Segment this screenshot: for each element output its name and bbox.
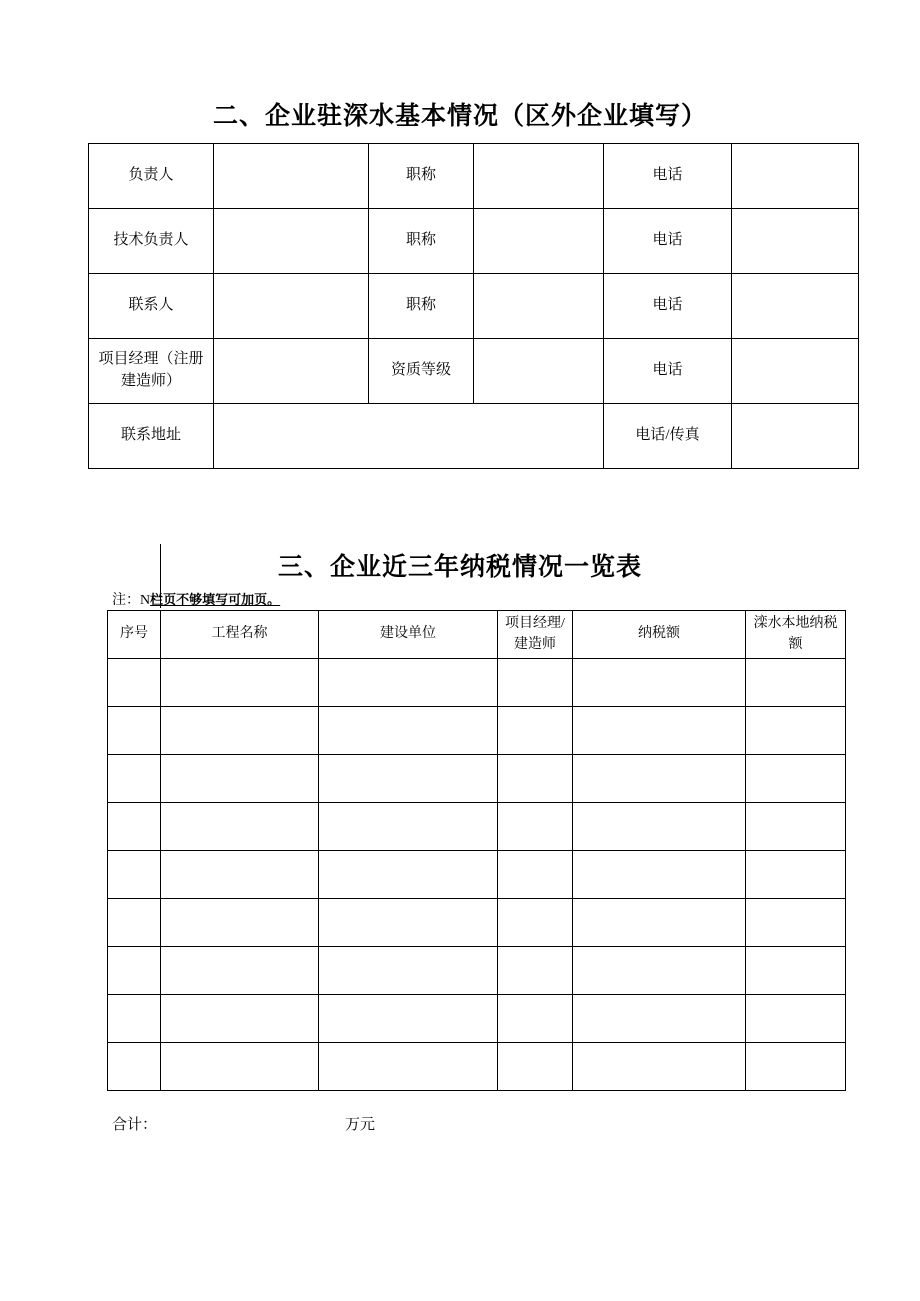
empty-cell (214, 339, 369, 404)
empty-cell (732, 339, 859, 404)
empty-cell (498, 755, 573, 803)
empty-cell (108, 995, 161, 1043)
tax-table-empty-row (108, 995, 846, 1043)
table-row (89, 209, 859, 274)
empty-cell (474, 144, 604, 209)
empty-cell (746, 995, 846, 1043)
empty-cell (746, 707, 846, 755)
empty-cell (732, 274, 859, 339)
empty-cell (732, 144, 859, 209)
empty-cell (474, 209, 604, 274)
empty-cell (319, 995, 498, 1043)
empty-cell (319, 851, 498, 899)
field-label: 职称 (369, 144, 474, 209)
empty-cell (746, 947, 846, 995)
column-header: 项目经理/建造师 (498, 611, 573, 659)
table-row (89, 339, 859, 404)
column-header: 序号 (108, 611, 161, 659)
field-label: 电话 (604, 274, 732, 339)
row-label: 技术负责人 (89, 209, 214, 274)
empty-cell (732, 209, 859, 274)
empty-cell (746, 899, 846, 947)
table-row (89, 404, 859, 469)
table-row (89, 274, 859, 339)
empty-cell (746, 659, 846, 707)
tax-table-header-row (108, 611, 846, 659)
empty-cell (108, 851, 161, 899)
empty-cell (573, 1043, 746, 1091)
empty-cell (474, 339, 604, 404)
empty-cell (573, 995, 746, 1043)
tax-table-empty-row (108, 947, 846, 995)
empty-cell (573, 707, 746, 755)
empty-cell (498, 851, 573, 899)
empty-cell (108, 947, 161, 995)
note-prefix: 注：N (112, 593, 151, 608)
section2-title: 二、企业驻深水基本情况（区外企业填写） (212, 103, 707, 130)
field-label: 职称 (369, 274, 474, 339)
section3-title: 三、企业近三年纳税情况一览表 (277, 554, 642, 581)
empty-cell (498, 707, 573, 755)
empty-cell (746, 755, 846, 803)
empty-cell (498, 995, 573, 1043)
empty-cell (108, 707, 161, 755)
field-label: 职称 (369, 209, 474, 274)
empty-cell (746, 851, 846, 899)
empty-cell (573, 947, 746, 995)
column-header: 纳税额 (573, 611, 746, 659)
empty-cell (498, 899, 573, 947)
empty-cell (319, 1043, 498, 1091)
empty-cell (319, 707, 498, 755)
column-header: 工程名称 (161, 611, 319, 659)
field-label: 电话 (604, 144, 732, 209)
empty-cell (108, 755, 161, 803)
empty-cell (214, 274, 369, 339)
empty-cell (319, 659, 498, 707)
empty-cell (319, 755, 498, 803)
empty-cell (161, 755, 319, 803)
note-line (112, 589, 280, 609)
tax-table-empty-row (108, 851, 846, 899)
empty-cell (161, 995, 319, 1043)
empty-cell (498, 659, 573, 707)
empty-cell (319, 803, 498, 851)
tax-table-empty-row (108, 707, 846, 755)
empty-cell (746, 803, 846, 851)
empty-cell (319, 947, 498, 995)
empty-cell (746, 1043, 846, 1091)
column-header: 滦水本地纳税额 (746, 611, 846, 659)
row-label: 负责人 (89, 144, 214, 209)
tax-table-empty-row (108, 1043, 846, 1091)
row-label: 项目经理（注册建造师） (89, 339, 214, 404)
empty-cell (161, 851, 319, 899)
empty-cell (108, 659, 161, 707)
field-label: 电话 (604, 339, 732, 404)
empty-cell (573, 659, 746, 707)
tax-table-empty-row (108, 755, 846, 803)
empty-cell (498, 1043, 573, 1091)
empty-cell (161, 659, 319, 707)
column-header: 建设单位 (319, 611, 498, 659)
row-label: 联系地址 (89, 404, 214, 469)
empty-cell (498, 947, 573, 995)
empty-cell (732, 404, 859, 469)
empty-cell (161, 899, 319, 947)
empty-cell (319, 899, 498, 947)
empty-cell (573, 803, 746, 851)
empty-cell (161, 947, 319, 995)
empty-cell (474, 274, 604, 339)
empty-cell (573, 851, 746, 899)
total-label: 合计： (112, 1117, 158, 1133)
tax-table-empty-row (108, 899, 846, 947)
empty-cell (573, 899, 746, 947)
empty-cell (214, 209, 369, 274)
empty-cell (498, 803, 573, 851)
field-label: 电话 (604, 209, 732, 274)
empty-cell (108, 803, 161, 851)
field-label: 电话/传真 (604, 404, 732, 469)
table-row (89, 144, 859, 209)
empty-cell (161, 1043, 319, 1091)
empty-cell (214, 404, 604, 469)
empty-cell (161, 803, 319, 851)
empty-cell (573, 755, 746, 803)
empty-cell (108, 899, 161, 947)
row-label: 联系人 (89, 274, 214, 339)
tax-table-body (108, 659, 846, 1091)
empty-cell (161, 707, 319, 755)
note-body: 栏页不够填写可加页。 (150, 592, 281, 607)
unit-label: 万元 (345, 1117, 376, 1133)
basic-info-table (88, 143, 859, 469)
empty-cell (214, 144, 369, 209)
tax-table-empty-row (108, 803, 846, 851)
tax-table (107, 610, 846, 1091)
empty-cell (108, 1043, 161, 1091)
tax-table-empty-row (108, 659, 846, 707)
field-label: 资质等级 (369, 339, 474, 404)
